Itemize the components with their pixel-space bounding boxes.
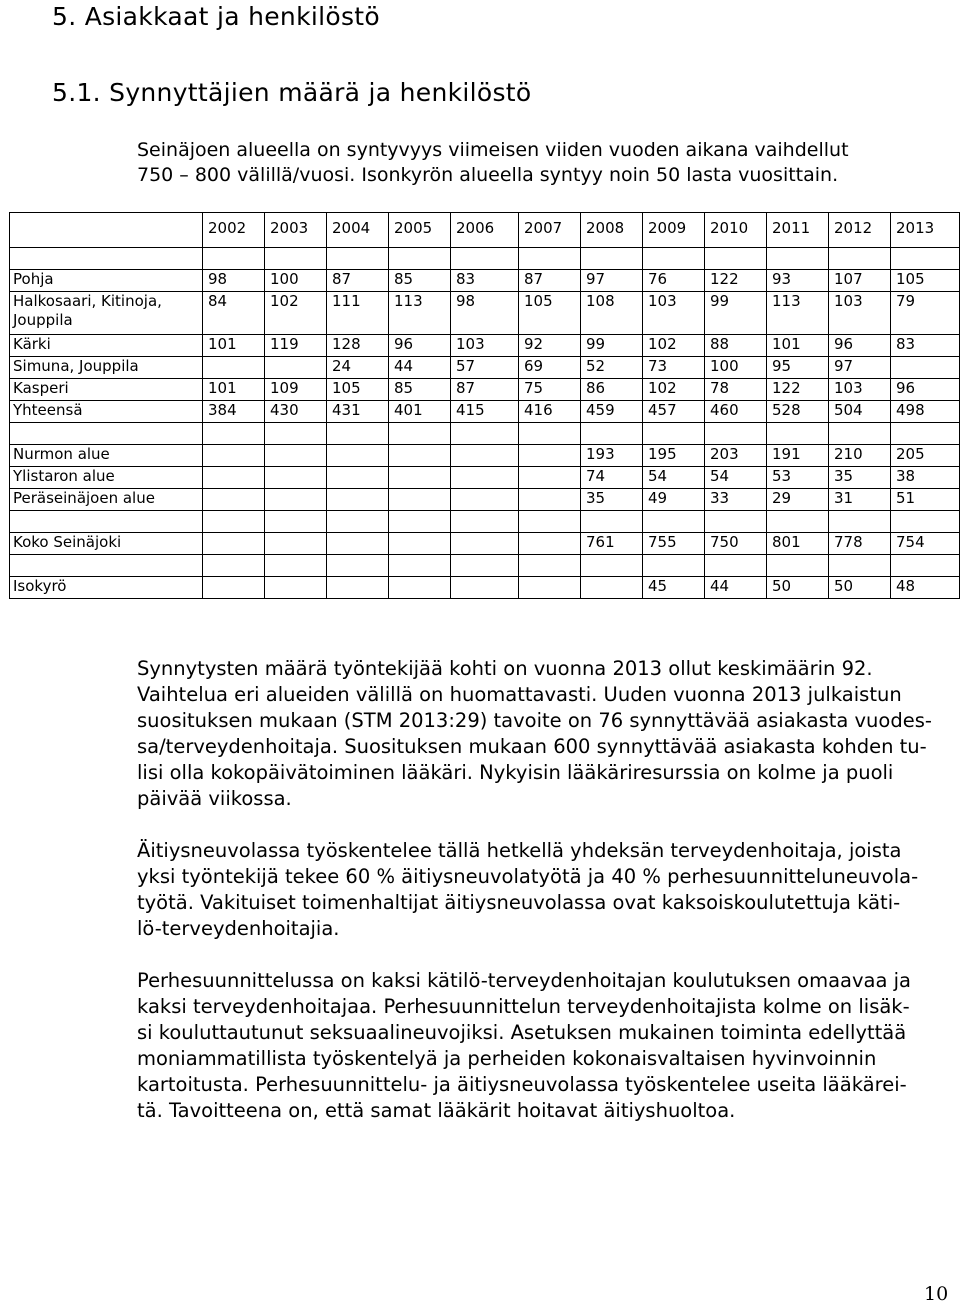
table-cell [451, 511, 519, 533]
table-cell: 102 [643, 379, 705, 401]
table-row [10, 357, 960, 379]
table-cell: 401 [389, 401, 451, 423]
table-cell: 205 [891, 445, 960, 467]
table-cell: 96 [389, 335, 451, 357]
table-cell: 754 [891, 533, 960, 555]
table-cell: 85 [389, 379, 451, 401]
table-cell [389, 248, 451, 270]
table-cell: 87 [519, 270, 581, 292]
table-cell: 755 [643, 533, 705, 555]
table-cell: 108 [581, 292, 643, 335]
page-number: 10 [924, 1283, 949, 1305]
table-cell [389, 423, 451, 445]
table-cell: 88 [705, 335, 767, 357]
table-cell: 111 [327, 292, 389, 335]
section-heading: 5. Asiakkaat ja henkilöstö [52, 2, 380, 31]
table-cell: 85 [389, 270, 451, 292]
table-cell [389, 511, 451, 533]
table-row [10, 379, 960, 401]
table-cell: 109 [265, 379, 327, 401]
table-cell: 49 [643, 489, 705, 511]
table-cell: 31 [829, 489, 891, 511]
table-cell: 78 [705, 379, 767, 401]
table-cell [265, 533, 327, 555]
table-cell: 119 [265, 335, 327, 357]
table-cell: 76 [643, 270, 705, 292]
table-cell: 54 [643, 467, 705, 489]
table-cell [705, 555, 767, 577]
table-cell: 92 [519, 335, 581, 357]
table-row [10, 401, 960, 423]
table-row [10, 555, 960, 577]
table-cell: 101 [203, 379, 265, 401]
table-cell: 99 [705, 292, 767, 335]
table-cell [203, 357, 265, 379]
table-cell: 69 [519, 357, 581, 379]
table-cell: 51 [891, 489, 960, 511]
table-cell [519, 533, 581, 555]
table-cell [203, 467, 265, 489]
table-cell: 75 [519, 379, 581, 401]
table-cell [519, 511, 581, 533]
table-cell: 87 [327, 270, 389, 292]
table-cell: 45 [643, 577, 705, 599]
table-cell: 38 [891, 467, 960, 489]
table-cell [451, 555, 519, 577]
row-label-cell [10, 511, 203, 533]
table-cell [203, 445, 265, 467]
table-cell [203, 555, 265, 577]
births-table [9, 212, 960, 599]
table-cell [327, 489, 389, 511]
year-header-cell: 2012 [829, 213, 891, 248]
table-cell: 430 [265, 401, 327, 423]
table-cell: 98 [203, 270, 265, 292]
table-cell [451, 533, 519, 555]
table-cell [327, 445, 389, 467]
table-cell: 103 [643, 292, 705, 335]
table-cell: 44 [389, 357, 451, 379]
table-cell: 105 [327, 379, 389, 401]
table-cell [581, 555, 643, 577]
table-cell: 100 [265, 270, 327, 292]
table-cell [389, 445, 451, 467]
table-row [10, 489, 960, 511]
paragraph-workload: Synnytysten määrä työntekijää kohti on vuonna 2013 ollut keskimäärin 92. Vaihtelua eri alueiden välillä on huomattavasti. Uuden vuonna 2013 julkaistun suosituksen mukaan (STM 2013:29) tavoite on 76 synnyttävää asiakasta vuodes- sa/terveydenhoitaja. Suosituksen mukaan 600 synnyttävää asiakasta kohden tu- lisi olla kokopäivätoiminen lääkäri. Nykyisin lääkäriresurssia on kolme ja puoli päivää viikossa. [137, 657, 932, 810]
table-cell: 101 [767, 335, 829, 357]
year-header-cell: 2008 [581, 213, 643, 248]
table-cell: 44 [705, 577, 767, 599]
table-cell [643, 555, 705, 577]
table-cell: 122 [767, 379, 829, 401]
table-cell [389, 555, 451, 577]
table-cell [643, 511, 705, 533]
table-cell [327, 533, 389, 555]
row-label-cell: Kasperi [10, 379, 203, 401]
table-cell [519, 555, 581, 577]
table-cell [705, 248, 767, 270]
table-cell: 103 [451, 335, 519, 357]
table-cell: 498 [891, 401, 960, 423]
table-cell [767, 511, 829, 533]
table-cell: 53 [767, 467, 829, 489]
table-cell [203, 533, 265, 555]
table-cell [891, 357, 960, 379]
table-cell: 801 [767, 533, 829, 555]
row-label-cell [10, 423, 203, 445]
table-cell [451, 248, 519, 270]
table-cell: 504 [829, 401, 891, 423]
table-cell [829, 555, 891, 577]
table-cell [265, 467, 327, 489]
row-label-cell: Halkosaari, Kitinoja, Jouppila [10, 292, 203, 335]
table-cell: 96 [891, 379, 960, 401]
table-cell [643, 423, 705, 445]
year-header-cell: 2010 [705, 213, 767, 248]
table-cell [767, 248, 829, 270]
table-cell [829, 511, 891, 533]
table-cell [451, 577, 519, 599]
table-cell [519, 489, 581, 511]
year-header-cell: 2006 [451, 213, 519, 248]
table-cell [327, 511, 389, 533]
table-cell [265, 489, 327, 511]
table-cell [265, 357, 327, 379]
table-cell [327, 248, 389, 270]
paragraph-family-planning: Perhesuunnittelussa on kaksi kätilö-terveydenhoitajan koulutuksen omaavaa ja kaksi terveydenhoitajaa. Perhesuunnittelun terveydenhoitajista kolme on lisäk- si kouluttautunut seksuaalineuvojiksi. Asetuksen mukainen toiminta edellyttää moniammatillista työskentelyä ja perheiden kokonaisvaltaisen hyvinvoinnin kartoitusta. Perhesuunnittelu- ja äitiysneuvolassa työskentelee useita lääkärei- tä. Tavoitteena on, että samat lääkärit hoitavat äitiyshuoltoa. [137, 969, 912, 1122]
table-cell [519, 577, 581, 599]
table-cell: 50 [767, 577, 829, 599]
year-header-cell: 2004 [327, 213, 389, 248]
table-cell: 100 [705, 357, 767, 379]
table-cell [265, 577, 327, 599]
table-cell: 93 [767, 270, 829, 292]
row-label-cell: Ylistaron alue [10, 467, 203, 489]
table-cell [829, 423, 891, 445]
table-cell: 459 [581, 401, 643, 423]
table-cell: 122 [705, 270, 767, 292]
table-cell: 79 [891, 292, 960, 335]
table-cell [389, 467, 451, 489]
table-row [10, 335, 960, 357]
row-label-cell: Isokyrö [10, 577, 203, 599]
table-cell: 57 [451, 357, 519, 379]
body-text [137, 656, 937, 1150]
table-cell: 74 [581, 467, 643, 489]
table-row [10, 270, 960, 292]
table-cell: 528 [767, 401, 829, 423]
table-cell [581, 577, 643, 599]
table-cell [327, 555, 389, 577]
table-cell [265, 511, 327, 533]
row-label-cell: Peräseinäjoen alue [10, 489, 203, 511]
table-cell: 83 [451, 270, 519, 292]
table-cell [389, 489, 451, 511]
year-header-cell: 2009 [643, 213, 705, 248]
table-row [10, 577, 960, 599]
table-cell [265, 248, 327, 270]
table-cell [891, 511, 960, 533]
header-corner-cell [10, 213, 203, 248]
table-cell [203, 489, 265, 511]
table-cell: 113 [767, 292, 829, 335]
table-cell: 83 [891, 335, 960, 357]
table-cell [891, 555, 960, 577]
year-header-cell: 2007 [519, 213, 581, 248]
table-cell: 778 [829, 533, 891, 555]
intro-line: 750 – 800 välillä/vuosi. Isonkyrön alueella syntyy noin 50 lasta vuosittain. [137, 164, 839, 186]
table-cell: 99 [581, 335, 643, 357]
table-cell [519, 423, 581, 445]
table-cell: 52 [581, 357, 643, 379]
table-cell [705, 423, 767, 445]
row-label-cell: Pohja [10, 270, 203, 292]
table-cell: 96 [829, 335, 891, 357]
table-cell: 103 [829, 292, 891, 335]
table-cell: 107 [829, 270, 891, 292]
table-cell: 35 [829, 467, 891, 489]
table-cell: 415 [451, 401, 519, 423]
table-cell [767, 423, 829, 445]
row-label-cell [10, 555, 203, 577]
table-cell: 86 [581, 379, 643, 401]
table-cell [581, 511, 643, 533]
row-label-cell: Koko Seinäjoki [10, 533, 203, 555]
row-label-cell: Nurmon alue [10, 445, 203, 467]
table-cell: 29 [767, 489, 829, 511]
table-cell: 33 [705, 489, 767, 511]
table-cell [327, 467, 389, 489]
table-cell: 87 [451, 379, 519, 401]
table-cell: 195 [643, 445, 705, 467]
table-cell [327, 423, 389, 445]
row-label-cell [10, 248, 203, 270]
table-cell [265, 423, 327, 445]
table-cell: 105 [891, 270, 960, 292]
table-cell: 73 [643, 357, 705, 379]
table-cell: 48 [891, 577, 960, 599]
table-cell: 35 [581, 489, 643, 511]
table-cell: 24 [327, 357, 389, 379]
table-cell: 457 [643, 401, 705, 423]
year-header-cell: 2003 [265, 213, 327, 248]
table-cell [265, 445, 327, 467]
table-cell [705, 511, 767, 533]
table-cell [643, 248, 705, 270]
table-cell: 128 [327, 335, 389, 357]
year-header-cell: 2013 [891, 213, 960, 248]
table-cell: 102 [265, 292, 327, 335]
table-cell: 416 [519, 401, 581, 423]
table-header-row [10, 213, 960, 248]
table-cell [767, 555, 829, 577]
table-cell [829, 248, 891, 270]
year-header-cell: 2011 [767, 213, 829, 248]
table-cell [389, 533, 451, 555]
table-cell: 193 [581, 445, 643, 467]
table-row [10, 292, 960, 335]
table-cell [519, 248, 581, 270]
table-cell: 54 [705, 467, 767, 489]
table-cell [891, 423, 960, 445]
table-cell: 750 [705, 533, 767, 555]
table-cell [451, 489, 519, 511]
table-cell [203, 423, 265, 445]
table-cell [451, 445, 519, 467]
table-cell [451, 467, 519, 489]
intro-line: Seinäjoen alueella on syntyvyys viimeisen viiden vuoden aikana vaihdellut [137, 139, 849, 161]
table-row [10, 511, 960, 533]
intro-paragraph [137, 138, 927, 188]
table-cell: 95 [767, 357, 829, 379]
table-cell: 191 [767, 445, 829, 467]
table-cell: 101 [203, 335, 265, 357]
table-cell: 84 [203, 292, 265, 335]
table-row [10, 423, 960, 445]
row-label-cell: Simuna, Jouppila [10, 357, 203, 379]
table-cell [519, 467, 581, 489]
table-cell: 97 [581, 270, 643, 292]
row-label-cell: Kärki [10, 335, 203, 357]
table-row [10, 248, 960, 270]
table-cell [891, 248, 960, 270]
table-cell: 384 [203, 401, 265, 423]
table-cell [581, 248, 643, 270]
table-cell [519, 445, 581, 467]
table-cell: 761 [581, 533, 643, 555]
table-cell: 210 [829, 445, 891, 467]
subsection-heading: 5.1. Synnyttäjien määrä ja henkilöstö [52, 78, 532, 107]
table-cell: 102 [643, 335, 705, 357]
table-cell: 97 [829, 357, 891, 379]
table-row [10, 533, 960, 555]
table-cell: 113 [389, 292, 451, 335]
paragraph-maternity-clinic: Äitiysneuvolassa työskentelee tällä hetkellä yhdeksän terveydenhoitaja, joista yksi työntekijä tekee 60 % äitiysneuvolatyötä ja 40 % perhesuunnitteluneuvola- työtä. Vakituiset toimenhaltijat äitiysneuvolassa ovat kaksoiskoulutettuja käti- lö-terveydenhoitajia. [137, 839, 919, 940]
table-row [10, 467, 960, 489]
table-cell: 105 [519, 292, 581, 335]
table-cell: 103 [829, 379, 891, 401]
table-cell [451, 423, 519, 445]
table-cell [203, 248, 265, 270]
table-cell [203, 511, 265, 533]
table-cell [265, 555, 327, 577]
year-header-cell: 2002 [203, 213, 265, 248]
table-cell [389, 577, 451, 599]
table-cell [327, 577, 389, 599]
table-cell: 50 [829, 577, 891, 599]
table-cell: 203 [705, 445, 767, 467]
table-cell: 460 [705, 401, 767, 423]
row-label-cell: Yhteensä [10, 401, 203, 423]
table-cell: 98 [451, 292, 519, 335]
year-header-cell: 2005 [389, 213, 451, 248]
table-cell [581, 423, 643, 445]
table-cell: 431 [327, 401, 389, 423]
table-row [10, 445, 960, 467]
table-cell [203, 577, 265, 599]
